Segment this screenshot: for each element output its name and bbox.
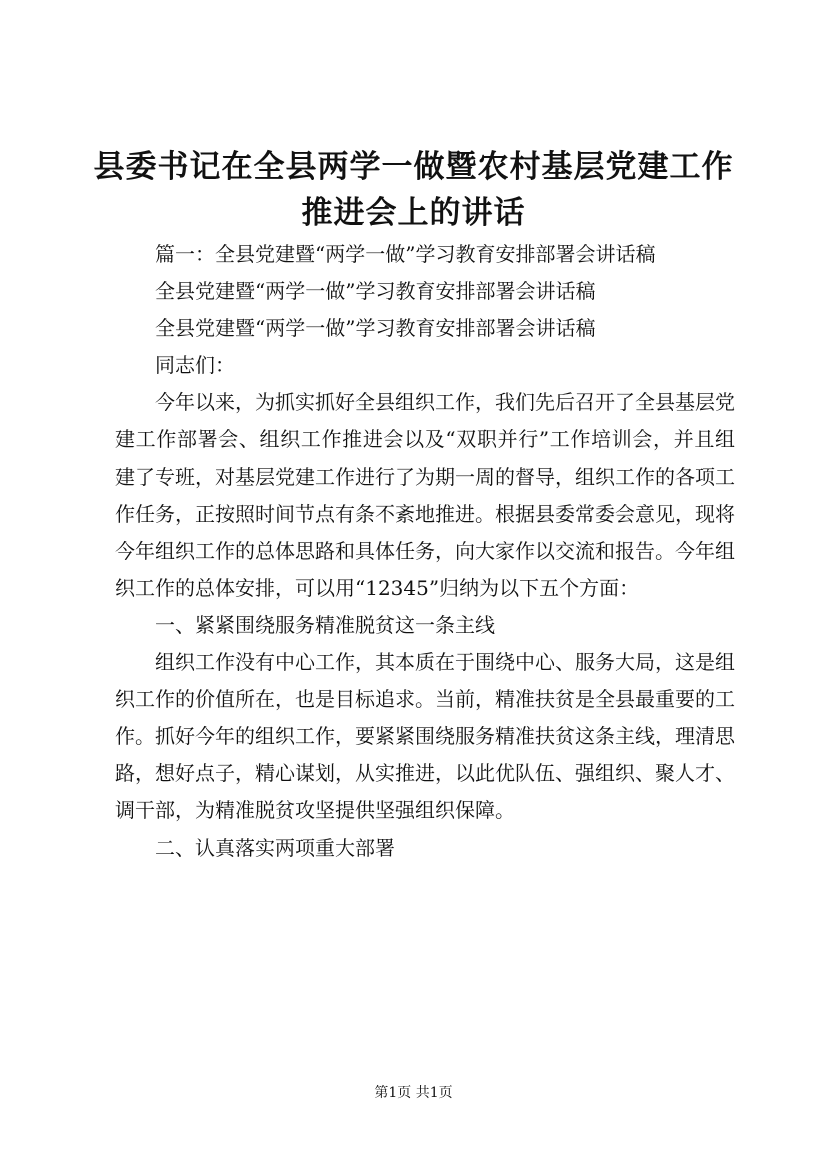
document-title-line-2: 推进会上的讲话 <box>301 195 526 231</box>
paragraph-intro: 今年以来，为抓实抓好全县组织工作，我们先后召开了全县基层党建工作部署会、组织工作推进会以及“双职并行”工作培训会，并且组建了专班，对基层党建工作进行了为期一周的督导，组织工作的各项工作任务，正按照时间节点有条不紊地推进。根据县委常委会意见，现将今年组织工作的总体思路和具体任务，向大家作以交流和报告。今年组织工作的总体安排，可以用“12345”归纳为以下五个方面： <box>115 390 735 600</box>
salutation: 同志们： <box>155 353 235 378</box>
subtitle-line: 全县党建暨“两学一做”学习教育安排部署会讲话稿 <box>155 279 596 304</box>
paragraph-section-one: 组织工作没有中心工作，其本质在于围绕中心、服务大局，这是组织工作的价值所在，也是目标追求。当前，精准扶贫是全县最重要的工作。抓好今年的组织工作，要紧紧围绕服务精准扶贫这条主线，理清思路，想好点子，精心谋划，从实推进，以此优队伍、强组织、聚人才、调干部，为精准脱贫攻坚提供坚强组织保障。 <box>115 650 735 823</box>
subtitle-line: 全县党建暨“两学一做”学习教育安排部署会讲话稿 <box>155 316 596 341</box>
document-title-line-1: 县委书记在全县两学一做暨农村基层党建工作 <box>93 149 734 185</box>
heading-part-one: 篇一：全县党建暨“两学一做”学习教育安排部署会讲话稿 <box>155 242 656 266</box>
section-heading-one: 一、紧紧围绕服务精准脱贫这一条主线 <box>155 612 495 637</box>
document-body <box>115 236 735 867</box>
page-footer: 第1页 共1页 <box>374 1085 453 1101</box>
section-heading-two: 二、认真落实两项重大部署 <box>155 835 395 860</box>
